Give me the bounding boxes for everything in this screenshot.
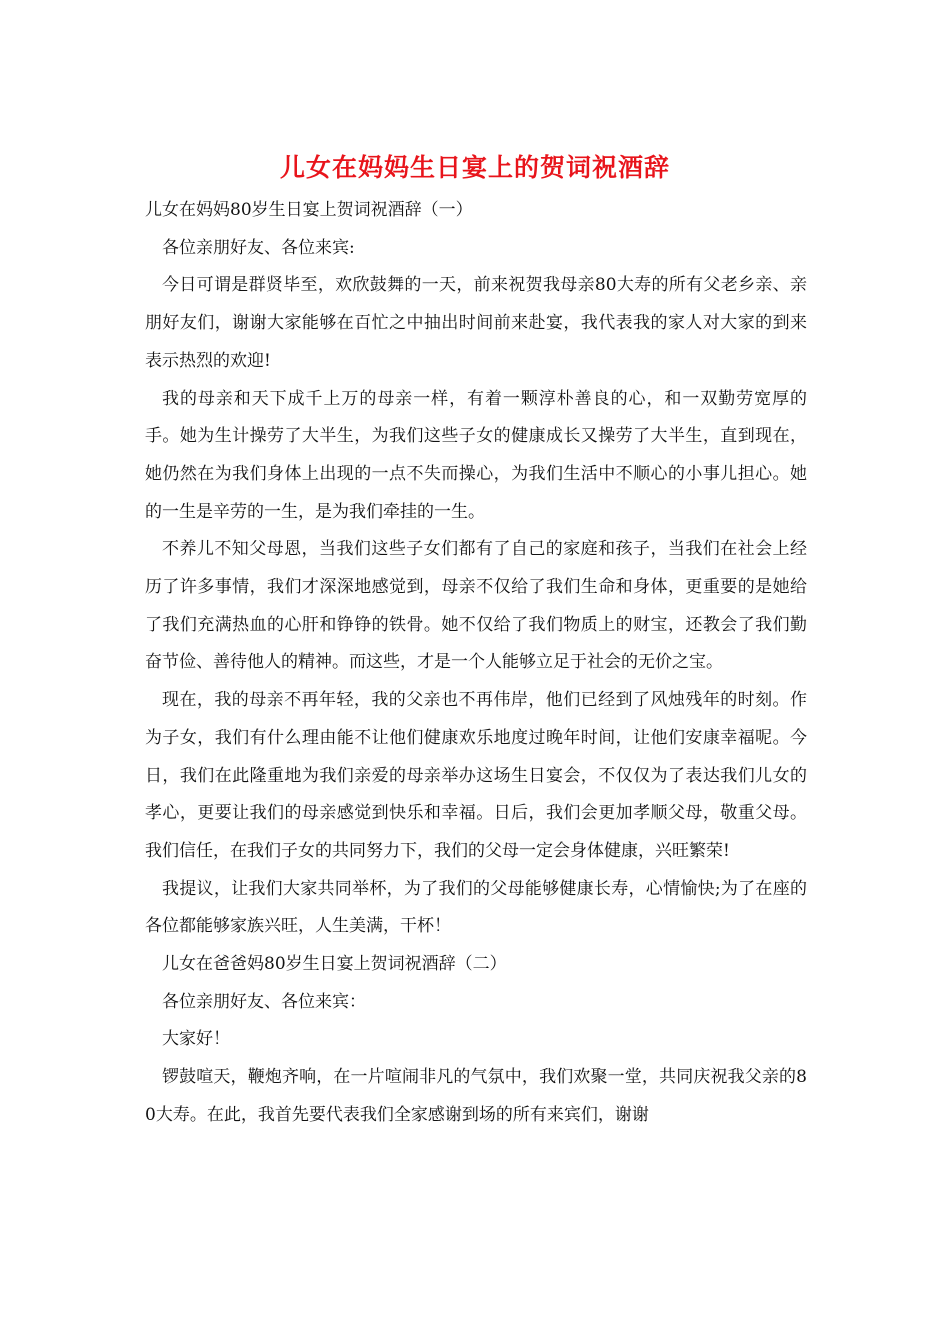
body-paragraph: 现在，我的母亲不再年轻，我的父亲也不再伟岸，他们已经到了风烛残年的时刻。作为子女，我们有什么理由能不让他们健康欢乐地度过晚年时间，让他们安康幸福呢。今日，我们在此隆重地为我们亲爱的母亲举办这场生日宴会，不仅仅为了表达我们儿女的孝心，更要让我们的母亲感觉到快乐和幸福。日后，我们会更加孝顺父母，敬重父母。我们信任，在我们子女的共同努力下，我们的父母一定会身体健康，兴旺繁荣! [145, 690, 807, 861]
document-body [145, 192, 807, 1135]
section-heading-1: 儿女在妈妈80岁生日宴上贺词祝酒辞（一） [145, 200, 473, 220]
toast-paragraph: 我提议，让我们大家共同举杯，为了我们的父母能够健康长寿，心情愉快;为了在座的各位都能够家族兴旺，人生美满，干杯！ [145, 878, 807, 937]
body-paragraph: 不养儿不知父母恩，当我们这些子女们都有了自己的家庭和孩子，当我们在社会上经历了许多事情，我们才深深地感觉到，母亲不仅给了我们生命和身体，更重要的是她给了我们充满热血的心肝和铮铮的铁骨。她不仅给了我们物质上的财宝，还教会了我们勤奋节俭、善待他人的精神。而这些，才是一个人能够立足于社会的无价之宝。 [145, 539, 807, 673]
body-paragraph: 我的母亲和天下成千上万的母亲一样，有着一颗淳朴善良的心，和一双勤劳宽厚的手。她为生计操劳了大半生，为我们这些子女的健康成长又操劳了大半生，直到现在，她仍然在为我们身体上出现的一点不失而操心，为我们生活中不顺心的小事儿担心。她的一生是辛劳的一生，是为我们牵挂的一生。 [145, 388, 807, 522]
greeting-line: 各位亲朋好友、各位来宾： [162, 991, 366, 1012]
section-heading-2: 儿女在爸爸妈80岁生日宴上贺词祝酒辞（二） [162, 954, 507, 975]
document-title: 儿女在妈妈生日宴上的贺词祝酒辞 [279, 153, 670, 182]
greeting-line: 各位亲朋好友、各位来宾: [162, 237, 355, 258]
body-paragraph: 今日可谓是群贤毕至，欢欣鼓舞的一天，前来祝贺我母亲80大寿的所有父老乡亲、亲朋好友们，谢谢大家能够在百忙之中抽出时间前来赴宴，我代表我的家人对大家的到来表示热烈的欢迎! [145, 275, 807, 371]
greeting-line: 大家好！ [162, 1029, 230, 1050]
body-paragraph: 锣鼓喧天，鞭炮齐响，在一片喧闹非凡的气氛中，我们欢聚一堂，共同庆祝我父亲的80大寿。在此，我首先要代表我们全家感谢到场的所有来宾们，谢谢 [145, 1067, 807, 1125]
